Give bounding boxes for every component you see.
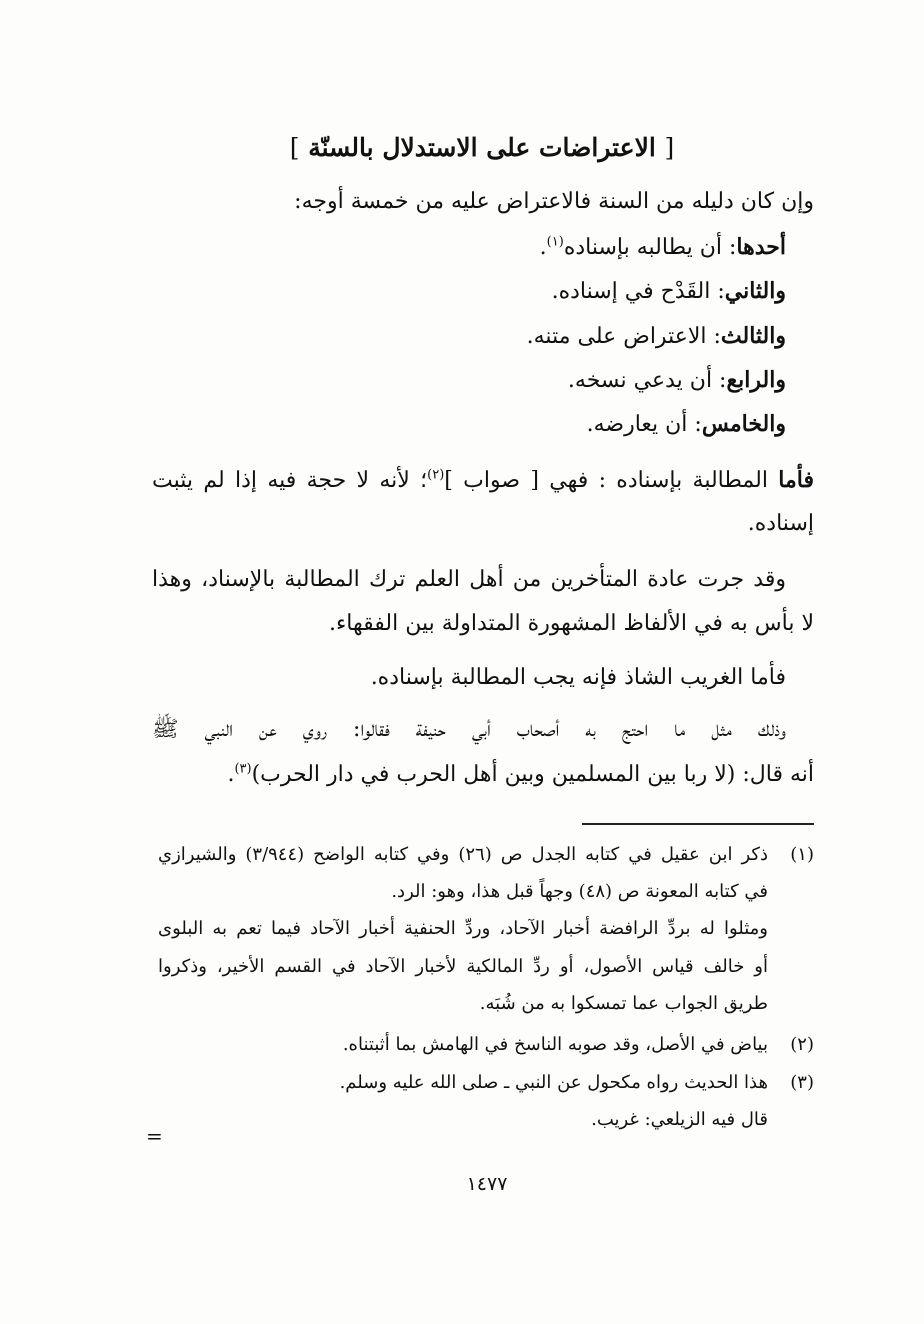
section-heading [150,128,814,168]
footnote-3-line-2: قال فيه الزيلعي: غريب. [591,1109,768,1130]
footnote-1-line-1: ذكر ابن عقيل في كتابه الجدل ص (٢٦) وفي كتابه الواضح (٣/٩٤٤) والشيرازي [158,844,768,865]
paragraph-1-line-2: إسناده. [747,511,814,536]
paragraph-text: ؛ لأنه لا حجة فيه إذا لم يثبت [152,468,428,493]
footnote-separator [582,823,814,825]
paragraph-text: أنه قال: (لا ربا بين المسلمين وبين أهل الحرب في دار الحرب) [251,762,814,787]
page-number: ١٤٧٧ [466,1173,508,1195]
paragraph-4-line-1: وذلك مثل ما احتج به أصحاب أبي حنيفة فقالوا: روي عن النبي ﷺ [152,717,786,742]
paragraph-2-line-1: وقد جرت عادة المتأخرين من أهل العلم ترك المطالبة بالإسناد، وهذا [152,567,786,592]
footnote-1-line-2: في كتابه المعونة ص (٤٨) وجهاً قبل هذا، وهو: الرد. [391,881,768,902]
list-item [527,319,786,354]
footnote-ref: (٢) [427,467,445,483]
item-text: : أن يدعي نسخه. [567,368,727,393]
list-item [552,274,786,309]
item-text: : أن يطالبه بإسناده [563,235,737,260]
footnote-3-text: هذا الحديث رواه مكحول عن النبي ـ صلى الله عليه وسلم. [339,1072,768,1093]
footnote-2-text: بياض في الأصل، وقد صوبه الناسخ في الهامش بما أثبتناه. [342,1034,768,1055]
margin-mark: = [146,1124,163,1148]
intro-line: وإن كان دليله من السنة فالاعتراض عليه من خمسة أوجه: [294,189,814,214]
list-item [568,363,786,398]
footnote-ref: (٣) [234,761,252,777]
item-label: والخامس [701,411,786,437]
list-item [587,407,786,442]
list-item [540,230,786,265]
heading-close-bracket: ] [289,133,300,162]
paragraph-3: فأما الغريب الشاذ فإنه يجب المطالبة بإسناده. [370,665,786,690]
paragraph-lead: فأما [778,467,814,493]
item-label: والرابع [726,367,786,393]
paragraph-text: المطالبة بإسناده : فهي [ صواب ] [444,468,779,493]
item-text: : أن يعارضه. [586,412,702,437]
footnote-1-line-4: أو خالف قياس الأصول، أو ردِّ المالكية لأخبار الآحاد في القسم الأخير، وذكروا [158,956,768,977]
paragraph-2-line-2: لا بأس به في الألفاظ المشهورة المتداولة بين الفقهاء. [328,611,814,636]
footnote-1-line-3: ومثلوا له بردِّ الرافضة أخبار الآحاد، وردِّ الحنفية أخبار الآحاد فيما تعم به البلوى [158,918,768,939]
item-label: والثالث [720,323,786,349]
heading-open-bracket: [ [664,133,675,162]
item-text: : القَدْح في إسناده. [551,279,725,304]
paragraph-4-line-2 [227,758,814,792]
heading-title: الاعتراضات على الاستدلال بالسنّة [308,133,656,162]
item-label: والثاني [724,278,786,304]
paragraph-end: . [227,762,235,787]
footnote-1-line-5: طريق الجواب عما تمسكوا به من شُبَه. [479,993,768,1014]
footnote-ref: (١) [546,234,564,250]
paragraph-1-line-1 [152,463,814,498]
item-end: . [539,235,547,260]
item-text: : الاعتراض على متنه. [526,324,721,349]
footnote-1-number: (١) [790,844,814,865]
footnote-2-number: (٢) [790,1034,814,1055]
item-label: أحدها [736,234,786,260]
footnote-3-number: (٣) [790,1072,814,1093]
